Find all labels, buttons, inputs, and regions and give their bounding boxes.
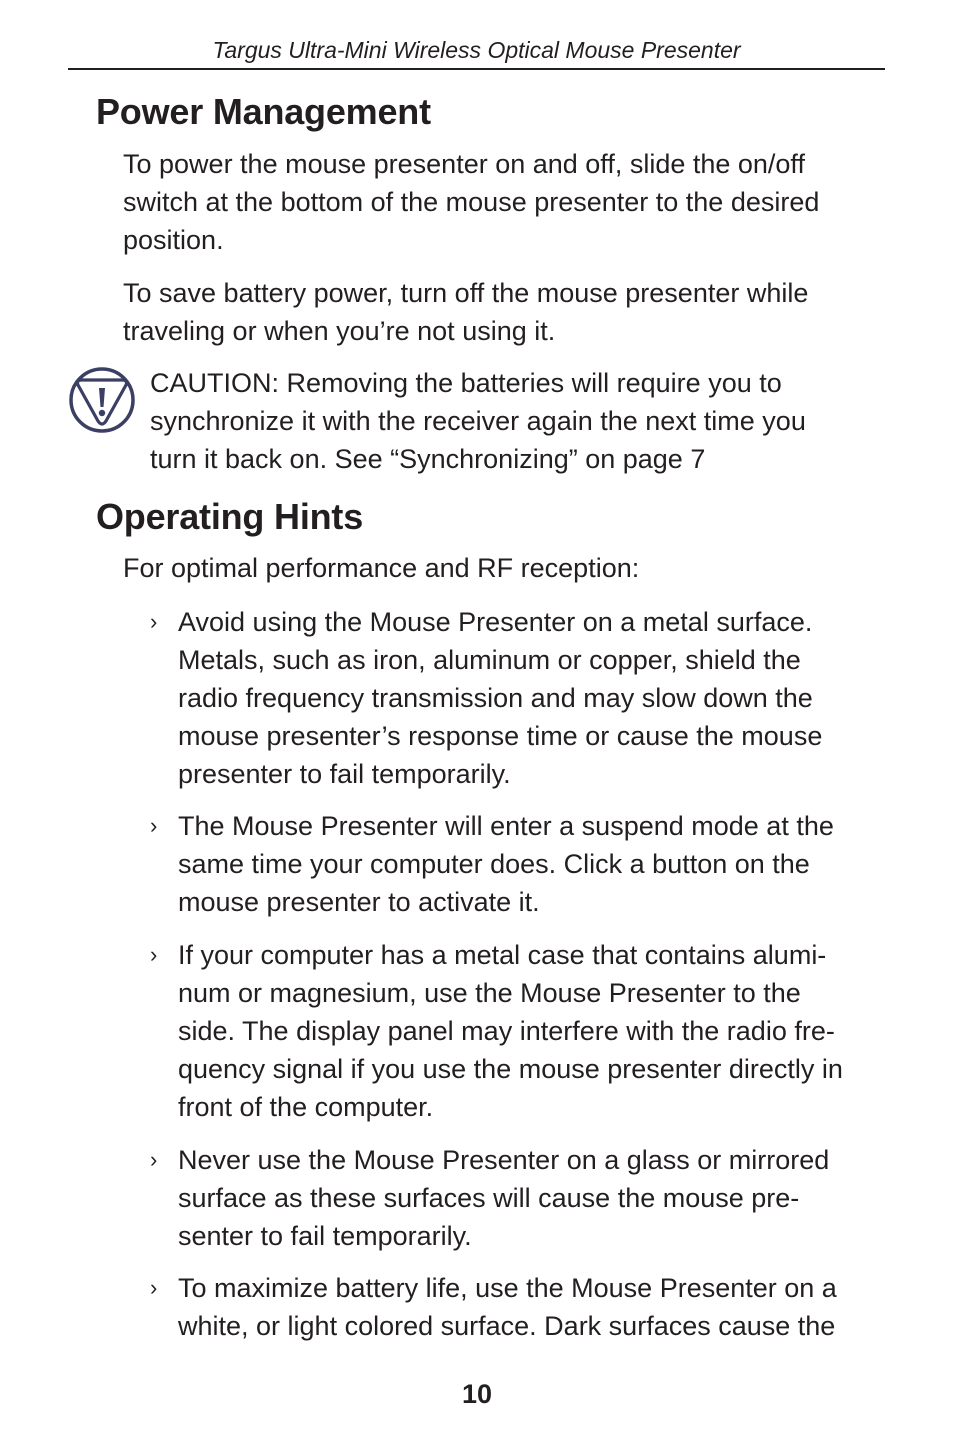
bullet-glyph: ›: [150, 609, 158, 634]
power-management-heading: Power Management: [96, 91, 431, 132]
hints-intro: For optimal performance and RF reception:: [123, 553, 640, 583]
operating-hints-heading: Operating Hints: [96, 496, 364, 537]
bullet-glyph: ›: [150, 1147, 158, 1172]
bullet-glyph: ›: [150, 1275, 158, 1300]
power-paragraph-2: To save battery power, turn off the mouse presenter while traveling or when you’re not using it.: [123, 278, 809, 346]
running-header: Targus Ultra-Mini Wireless Optical Mouse Presenter: [68, 32, 885, 70]
hint-item-3: If your computer has a metal case that contains alumi- num or magnesium, use the Mouse Presenter to the side. The display panel may interfere with the radio fre- quency signal if you use the mouse presenter directly in front of the computer.: [178, 940, 843, 1122]
caution-text: CAUTION: Removing the batteries will require you to synchronize it with the receiver again the next time you turn it back on. See “Synchronizing” on page 7: [150, 368, 806, 474]
page-number: 10: [461, 1379, 493, 1409]
caution-triangle-icon: [68, 366, 136, 434]
power-paragraph-1: To power the mouse presenter on and off, slide the on/off switch at the bottom of the mouse presenter to the desired position.: [123, 149, 820, 255]
hint-item-2: The Mouse Presenter will enter a suspend mode at the same time your computer does. Click a button on the mouse presenter to activate it.: [178, 811, 834, 917]
hint-item-5: To maximize battery life, use the Mouse Presenter on a white, or light colored surface. Dark surfaces cause the: [178, 1273, 837, 1341]
bullet-glyph: ›: [150, 813, 158, 838]
hint-item-1: Avoid using the Mouse Presenter on a metal surface. Metals, such as iron, aluminum or copper, shield the radio frequency transmission and may slow down the mouse presenter’s response time or cause the mouse presenter to fail temporarily.: [178, 607, 823, 789]
bullet-glyph: ›: [150, 942, 158, 967]
hint-item-4: Never use the Mouse Presenter on a glass or mirrored surface as these surfaces will cause the mouse pre- senter to fail temporarily.: [178, 1145, 830, 1251]
